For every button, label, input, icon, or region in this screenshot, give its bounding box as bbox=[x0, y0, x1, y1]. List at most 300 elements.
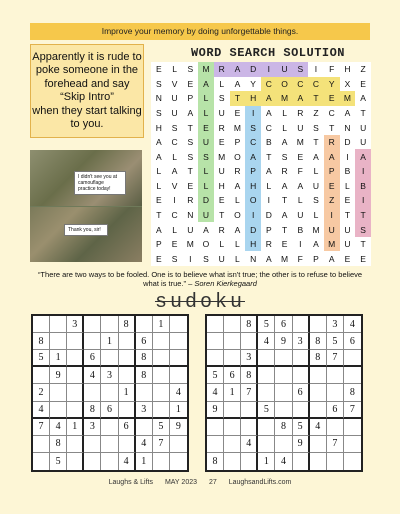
sudoku-cell[interactable] bbox=[327, 419, 344, 436]
sudoku-cell: 1 bbox=[224, 384, 241, 401]
sudoku-cell: 9 bbox=[50, 367, 67, 384]
footer-date: MAY 2023 bbox=[164, 479, 197, 486]
word-search-cell: L bbox=[219, 239, 225, 250]
sudoku-cell[interactable] bbox=[101, 350, 118, 367]
word-search-cell: E bbox=[171, 239, 178, 250]
sudoku-cell[interactable] bbox=[84, 333, 101, 350]
sudoku-cell: 4 bbox=[170, 384, 187, 401]
word-search-cell: L bbox=[156, 166, 162, 177]
word-search-cell: A bbox=[281, 137, 288, 148]
word-search-cell: M bbox=[324, 237, 340, 252]
sudoku-cell: 9 bbox=[207, 402, 224, 419]
word-search-cell: A bbox=[281, 209, 288, 220]
sudoku-cell[interactable] bbox=[241, 419, 258, 436]
word-search-cell: A bbox=[266, 253, 272, 264]
word-search-cell: A bbox=[261, 91, 277, 106]
sudoku-cell[interactable] bbox=[293, 402, 310, 419]
sudoku-cell[interactable] bbox=[293, 316, 310, 333]
word-search-cell: F bbox=[297, 166, 303, 177]
word-search-cell: A bbox=[297, 180, 304, 191]
word-search-cell: C bbox=[292, 77, 308, 92]
sudoku-cell[interactable] bbox=[310, 316, 327, 333]
word-search-cell: I bbox=[173, 195, 176, 206]
sudoku-cell: 1 bbox=[136, 453, 153, 470]
sudoku-cell[interactable] bbox=[153, 350, 170, 367]
word-search-cell: A bbox=[187, 107, 194, 118]
sudoku-cell[interactable] bbox=[310, 367, 327, 384]
word-search-cell: E bbox=[324, 91, 340, 106]
sudoku-cell[interactable] bbox=[136, 316, 153, 333]
sudoku-cell: 3 bbox=[67, 316, 84, 333]
sudoku-cell[interactable] bbox=[293, 453, 310, 470]
word-search-cell: R bbox=[281, 166, 288, 177]
top-banner: Improve your memory by doing unforgettable things. bbox=[30, 23, 370, 40]
sudoku-cell: 1 bbox=[50, 350, 67, 367]
sudoku-cell[interactable] bbox=[101, 419, 118, 436]
word-search-cell: A bbox=[171, 166, 178, 177]
sudoku-cell[interactable] bbox=[207, 419, 224, 436]
word-search-cell: E bbox=[281, 239, 288, 250]
word-search-cell: M bbox=[186, 239, 194, 250]
sudoku-cell: 8 bbox=[207, 453, 224, 470]
sudoku-cell: 8 bbox=[33, 333, 50, 350]
word-search-cell: U bbox=[218, 166, 225, 177]
sudoku-cell: 4 bbox=[136, 436, 153, 453]
sudoku-cell: 9 bbox=[170, 419, 187, 436]
word-search-cell: S bbox=[156, 107, 162, 118]
word-search-cell: Y bbox=[324, 77, 340, 92]
sudoku-cell[interactable] bbox=[310, 384, 327, 401]
sudoku-cell[interactable] bbox=[310, 402, 327, 419]
joke-box bbox=[30, 44, 144, 138]
quote bbox=[30, 270, 370, 290]
sudoku-cell[interactable] bbox=[101, 453, 118, 470]
footer-site: LaughsandLifts.com bbox=[228, 479, 292, 486]
sudoku-cell[interactable] bbox=[241, 402, 258, 419]
sudoku-cell[interactable] bbox=[153, 367, 170, 384]
sudoku-cell: 3 bbox=[293, 333, 310, 350]
sudoku-cell[interactable] bbox=[50, 316, 67, 333]
sudoku-cell[interactable] bbox=[224, 316, 241, 333]
word-search-cell: E bbox=[156, 64, 162, 75]
word-search-cell: S bbox=[156, 78, 162, 89]
word-search-cell: E bbox=[360, 78, 366, 89]
word-search-cell: M bbox=[281, 253, 289, 264]
word-search-cell: U bbox=[360, 122, 367, 133]
speech-bubble-top: I didn't see you at camouflage practice today! bbox=[74, 171, 126, 195]
sudoku-cell: 3 bbox=[327, 316, 344, 333]
word-search-cell: L bbox=[198, 106, 214, 121]
word-search-cell: S bbox=[171, 253, 178, 264]
sudoku-cell[interactable] bbox=[275, 350, 292, 367]
sudoku-cell[interactable] bbox=[101, 316, 118, 333]
sudoku-cell: 1 bbox=[119, 384, 136, 401]
sudoku-cell: 5 bbox=[258, 316, 275, 333]
sudoku-cell: 7 bbox=[344, 402, 361, 419]
sudoku-cell[interactable] bbox=[224, 453, 241, 470]
word-search-cell: C bbox=[328, 107, 335, 118]
sudoku-cell[interactable] bbox=[275, 384, 292, 401]
word-search-cell: T bbox=[329, 122, 335, 133]
word-search-cell: M bbox=[233, 122, 241, 133]
joke-line: forehead and say bbox=[44, 77, 130, 90]
sudoku-cell[interactable] bbox=[119, 436, 136, 453]
word-search-cell: I bbox=[355, 164, 371, 179]
word-search-cell: D bbox=[265, 209, 272, 220]
word-search-cell: A bbox=[360, 93, 366, 104]
sudoku-cell[interactable] bbox=[67, 436, 84, 453]
word-search-cell: E bbox=[218, 195, 225, 206]
sudoku-cell[interactable] bbox=[67, 453, 84, 470]
sudoku-cell: 5 bbox=[258, 402, 275, 419]
sudoku-cell[interactable] bbox=[224, 436, 241, 453]
word-search-cell: X bbox=[344, 78, 351, 89]
word-search-cell: M bbox=[198, 62, 214, 77]
word-search-cell: R bbox=[324, 135, 340, 150]
word-search-cell: R bbox=[187, 195, 194, 206]
word-search-cell: H bbox=[218, 180, 225, 191]
word-search-cell: E bbox=[234, 107, 241, 118]
sudoku-cell[interactable] bbox=[310, 436, 327, 453]
sudoku-cell[interactable] bbox=[50, 384, 67, 401]
word-search-cell: C bbox=[171, 209, 178, 220]
sudoku-cell: 5 bbox=[207, 367, 224, 384]
word-search-cell: I bbox=[267, 195, 271, 206]
word-search-cell: I bbox=[245, 208, 261, 223]
word-search-cell: A bbox=[355, 149, 371, 164]
word-search-cell: U bbox=[187, 224, 194, 235]
sudoku-cell[interactable] bbox=[153, 402, 170, 419]
word-search-cell: E bbox=[360, 253, 366, 264]
sudoku-cell[interactable] bbox=[84, 453, 101, 470]
sudoku-cell[interactable] bbox=[327, 453, 344, 470]
word-search-cell: T bbox=[308, 91, 324, 106]
word-search-cell: R bbox=[297, 107, 304, 118]
word-search-cell: S bbox=[313, 122, 319, 133]
sudoku-cell[interactable] bbox=[258, 350, 275, 367]
sudoku-cell[interactable] bbox=[327, 367, 344, 384]
sudoku-cell: 4 bbox=[258, 333, 275, 350]
joke-line: Apparently it is rude to bbox=[32, 50, 142, 63]
sudoku-cell: 6 bbox=[84, 350, 101, 367]
sudoku-cell[interactable] bbox=[136, 419, 153, 436]
sudoku-title: sudoku bbox=[154, 291, 245, 314]
word-search-cell: H bbox=[155, 122, 162, 133]
word-search-cell: A bbox=[230, 62, 246, 77]
sudoku-cell[interactable] bbox=[275, 436, 292, 453]
word-search-cell: T bbox=[360, 239, 366, 250]
sudoku-cell[interactable] bbox=[344, 367, 361, 384]
sudoku-cell[interactable] bbox=[293, 350, 310, 367]
sudoku-cell: 4 bbox=[241, 436, 258, 453]
word-search-cell: E bbox=[218, 137, 225, 148]
sudoku-cell[interactable] bbox=[119, 350, 136, 367]
word-search-cell: E bbox=[324, 179, 340, 194]
word-search-cell: L bbox=[156, 180, 162, 191]
word-search-cell: C bbox=[171, 137, 178, 148]
word-search-cell: A bbox=[281, 180, 288, 191]
word-search-cell: U bbox=[171, 107, 178, 118]
word-search-cell: A bbox=[234, 78, 241, 89]
word-search-cell: U bbox=[297, 122, 304, 133]
joke-line: “Skip Intro” bbox=[60, 91, 114, 103]
sudoku-cell: 5 bbox=[293, 419, 310, 436]
word-search-cell: R bbox=[218, 224, 225, 235]
sudoku-cell[interactable] bbox=[241, 333, 258, 350]
sudoku-cell: 8 bbox=[136, 350, 153, 367]
sudoku-cell: 4 bbox=[50, 419, 67, 436]
sudoku-cell: 8 bbox=[344, 384, 361, 401]
word-search-cell: S bbox=[198, 149, 214, 164]
word-search-cell: U bbox=[297, 209, 304, 220]
sudoku-cell: 8 bbox=[310, 350, 327, 367]
sudoku-cell: 8 bbox=[241, 367, 258, 384]
word-search-cell: D bbox=[245, 222, 261, 237]
sudoku-cell[interactable] bbox=[33, 436, 50, 453]
sudoku-cell: 2 bbox=[33, 384, 50, 401]
word-search-cell: L bbox=[266, 180, 272, 191]
sudoku-cell[interactable] bbox=[207, 333, 224, 350]
word-search-cell: R bbox=[265, 239, 272, 250]
word-search-cell: H bbox=[245, 237, 261, 252]
sudoku-cell: 7 bbox=[241, 384, 258, 401]
sudoku-cell[interactable] bbox=[67, 402, 84, 419]
sudoku-cell: 4 bbox=[33, 402, 50, 419]
word-search-cell: U bbox=[344, 224, 351, 235]
word-search-cell: C bbox=[261, 77, 277, 92]
sudoku-cell: 5 bbox=[153, 419, 170, 436]
sudoku-cell: 1 bbox=[258, 453, 275, 470]
sudoku-cell: 8 bbox=[84, 402, 101, 419]
word-search-cell: U bbox=[360, 137, 367, 148]
word-search-cell: B bbox=[297, 224, 304, 235]
sudoku-cell[interactable] bbox=[119, 333, 136, 350]
word-search-cell: S bbox=[313, 195, 319, 206]
word-search-cell: L bbox=[172, 151, 177, 162]
joke-line: to you. bbox=[70, 118, 104, 130]
word-search-cell: T bbox=[230, 91, 246, 106]
word-search-cell: L bbox=[198, 164, 214, 179]
word-search-cell: M bbox=[296, 137, 304, 148]
sudoku-cell[interactable] bbox=[170, 333, 187, 350]
word-search-cell: P bbox=[266, 224, 272, 235]
word-search-cell: F bbox=[329, 64, 335, 75]
word-search-cell: L bbox=[282, 107, 287, 118]
sudoku-cell[interactable] bbox=[67, 384, 84, 401]
word-search-cell: R bbox=[218, 122, 225, 133]
word-search-cell: S bbox=[355, 222, 371, 237]
sudoku-cell: 4 bbox=[344, 316, 361, 333]
sudoku-cell[interactable] bbox=[258, 436, 275, 453]
word-search-cell: L bbox=[313, 166, 319, 177]
sudoku-cell[interactable] bbox=[344, 350, 361, 367]
sudoku-cell[interactable] bbox=[327, 384, 344, 401]
word-search-cell: L bbox=[282, 122, 287, 133]
sudoku-cell[interactable] bbox=[207, 316, 224, 333]
word-search-cell: N bbox=[187, 209, 194, 220]
word-search-cell: I bbox=[346, 151, 349, 162]
word-search-cell: P bbox=[313, 253, 319, 264]
sudoku-cell[interactable] bbox=[50, 333, 67, 350]
sudoku-cell[interactable] bbox=[170, 436, 187, 453]
word-search-cell: U bbox=[218, 253, 225, 264]
sudoku-cell: 1 bbox=[153, 316, 170, 333]
sudoku-cell[interactable] bbox=[275, 402, 292, 419]
word-search-cell: S bbox=[187, 151, 194, 162]
sudoku-cell[interactable] bbox=[153, 453, 170, 470]
sudoku-cell[interactable] bbox=[207, 350, 224, 367]
sudoku-cell[interactable] bbox=[207, 436, 224, 453]
word-search-cell: A bbox=[324, 149, 340, 164]
sudoku-cell[interactable] bbox=[33, 367, 50, 384]
sudoku-cell: 3 bbox=[84, 419, 101, 436]
sudoku-cell: 7 bbox=[327, 436, 344, 453]
word-search-cell: I bbox=[261, 62, 277, 77]
sudoku-cell[interactable] bbox=[344, 419, 361, 436]
word-search-cell: P bbox=[156, 239, 162, 250]
sudoku-cell[interactable] bbox=[153, 384, 170, 401]
word-search-cell: S bbox=[187, 64, 194, 75]
word-search-cell: P bbox=[324, 164, 340, 179]
sudoku-cell[interactable] bbox=[224, 419, 241, 436]
sudoku-cell: 9 bbox=[275, 333, 292, 350]
sudoku-cell: 5 bbox=[33, 350, 50, 367]
word-search-cell: A bbox=[156, 224, 162, 235]
word-search-cell: A bbox=[156, 137, 162, 148]
sudoku-cell[interactable] bbox=[84, 316, 101, 333]
sudoku-cell[interactable] bbox=[101, 436, 118, 453]
word-search-cell: H bbox=[245, 179, 261, 194]
word-search-cell: T bbox=[360, 107, 366, 118]
sudoku-cell[interactable] bbox=[50, 402, 67, 419]
sudoku-cell[interactable] bbox=[101, 384, 118, 401]
sudoku-cell[interactable] bbox=[67, 333, 84, 350]
sudoku-cell[interactable] bbox=[224, 333, 241, 350]
sudoku-cell[interactable] bbox=[119, 367, 136, 384]
word-search-cell: B bbox=[344, 166, 351, 177]
sudoku-grid-left bbox=[31, 314, 189, 472]
word-search-cell: C bbox=[308, 77, 324, 92]
sudoku-cell[interactable] bbox=[275, 367, 292, 384]
sudoku-cell: 8 bbox=[241, 316, 258, 333]
sudoku-cell[interactable] bbox=[258, 384, 275, 401]
sudoku-cell[interactable] bbox=[67, 350, 84, 367]
sudoku-cell: 8 bbox=[119, 316, 136, 333]
word-search-cell: E bbox=[187, 78, 194, 89]
speech-bubble-bottom: Thank you, sir! bbox=[64, 224, 108, 236]
word-search-cell: O bbox=[202, 239, 210, 250]
word-search-cell: T bbox=[355, 208, 371, 223]
sudoku-cell: 6 bbox=[119, 419, 136, 436]
sudoku-cell[interactable] bbox=[84, 384, 101, 401]
word-search-cell: Y bbox=[250, 78, 256, 89]
sudoku-cell[interactable] bbox=[67, 367, 84, 384]
sudoku-cell[interactable] bbox=[33, 316, 50, 333]
sudoku-cell[interactable] bbox=[84, 436, 101, 453]
sudoku-cell: 8 bbox=[50, 436, 67, 453]
word-search-cell: S bbox=[218, 93, 225, 104]
word-search-cell: A bbox=[266, 107, 272, 118]
word-search-cell: L bbox=[219, 78, 225, 89]
sudoku-cell: 8 bbox=[310, 333, 327, 350]
sudoku-cell[interactable] bbox=[153, 333, 170, 350]
word-search-cell: O bbox=[245, 193, 261, 208]
quote-author: – Soren Kierkegaard bbox=[188, 279, 257, 288]
word-search-cell: T bbox=[266, 151, 272, 162]
word-search-cell: Z bbox=[313, 107, 319, 118]
word-search-cell: I bbox=[355, 193, 371, 208]
word-search-cell: I bbox=[189, 253, 192, 264]
word-search-cell: T bbox=[219, 209, 225, 220]
word-search-cell: M bbox=[218, 151, 226, 162]
sudoku-cell: 6 bbox=[224, 367, 241, 384]
word-search-cell: A bbox=[292, 91, 308, 106]
sudoku-cell[interactable] bbox=[170, 350, 187, 367]
word-search-cell: L bbox=[198, 179, 214, 194]
word-search-cell: A bbox=[344, 107, 351, 118]
word-search-cell: V bbox=[171, 180, 178, 191]
word-search-cell: U bbox=[198, 208, 214, 223]
footer bbox=[0, 479, 400, 486]
sudoku-cell[interactable] bbox=[241, 453, 258, 470]
word-search-cell: I bbox=[324, 208, 340, 223]
sudoku-cell[interactable] bbox=[119, 402, 136, 419]
word-search-cell: Z bbox=[360, 64, 366, 75]
word-search-cell: A bbox=[156, 151, 162, 162]
word-search-cell: U bbox=[324, 222, 340, 237]
word-search-cell: A bbox=[203, 224, 209, 235]
word-search-cell: S bbox=[281, 151, 288, 162]
word-search-cell: P bbox=[234, 137, 241, 148]
word-search-cell: D bbox=[245, 62, 261, 77]
joke-line: when they start talking bbox=[32, 104, 142, 117]
word-search-grid bbox=[151, 62, 371, 266]
sudoku-cell[interactable] bbox=[344, 436, 361, 453]
sudoku-cell: 6 bbox=[344, 333, 361, 350]
sudoku-cell[interactable] bbox=[136, 384, 153, 401]
sudoku-cell[interactable] bbox=[224, 350, 241, 367]
sudoku-cell[interactable] bbox=[344, 453, 361, 470]
sudoku-cell: 4 bbox=[310, 419, 327, 436]
footer-page: 27 bbox=[208, 479, 217, 486]
meme-photo bbox=[30, 150, 142, 262]
sudoku-cell[interactable] bbox=[258, 367, 275, 384]
word-search-title: WORD SEARCH SOLUTION bbox=[190, 46, 346, 60]
word-search-cell: L bbox=[235, 239, 240, 250]
sudoku-cell[interactable] bbox=[293, 367, 310, 384]
word-search-cell: N bbox=[155, 93, 162, 104]
sudoku-cell[interactable] bbox=[170, 316, 187, 333]
word-search-cell: B bbox=[355, 179, 371, 194]
sudoku-cell: 5 bbox=[50, 453, 67, 470]
word-search-cell: I bbox=[245, 106, 261, 121]
word-search-cell: U bbox=[198, 135, 214, 150]
word-search-cell: N bbox=[344, 122, 351, 133]
sudoku-cell: 8 bbox=[136, 367, 153, 384]
sudoku-cell: 6 bbox=[275, 316, 292, 333]
sudoku-cell[interactable] bbox=[33, 453, 50, 470]
sudoku-cell[interactable] bbox=[258, 419, 275, 436]
sudoku-cell: 3 bbox=[136, 402, 153, 419]
word-search-cell: E bbox=[156, 195, 162, 206]
sudoku-cell: 1 bbox=[67, 419, 84, 436]
sudoku-cell[interactable] bbox=[310, 453, 327, 470]
sudoku-cell[interactable] bbox=[170, 367, 187, 384]
sudoku-cell[interactable] bbox=[224, 402, 241, 419]
sudoku-cell: 6 bbox=[327, 402, 344, 419]
sudoku-cell: 4 bbox=[275, 453, 292, 470]
sudoku-cell[interactable] bbox=[170, 453, 187, 470]
